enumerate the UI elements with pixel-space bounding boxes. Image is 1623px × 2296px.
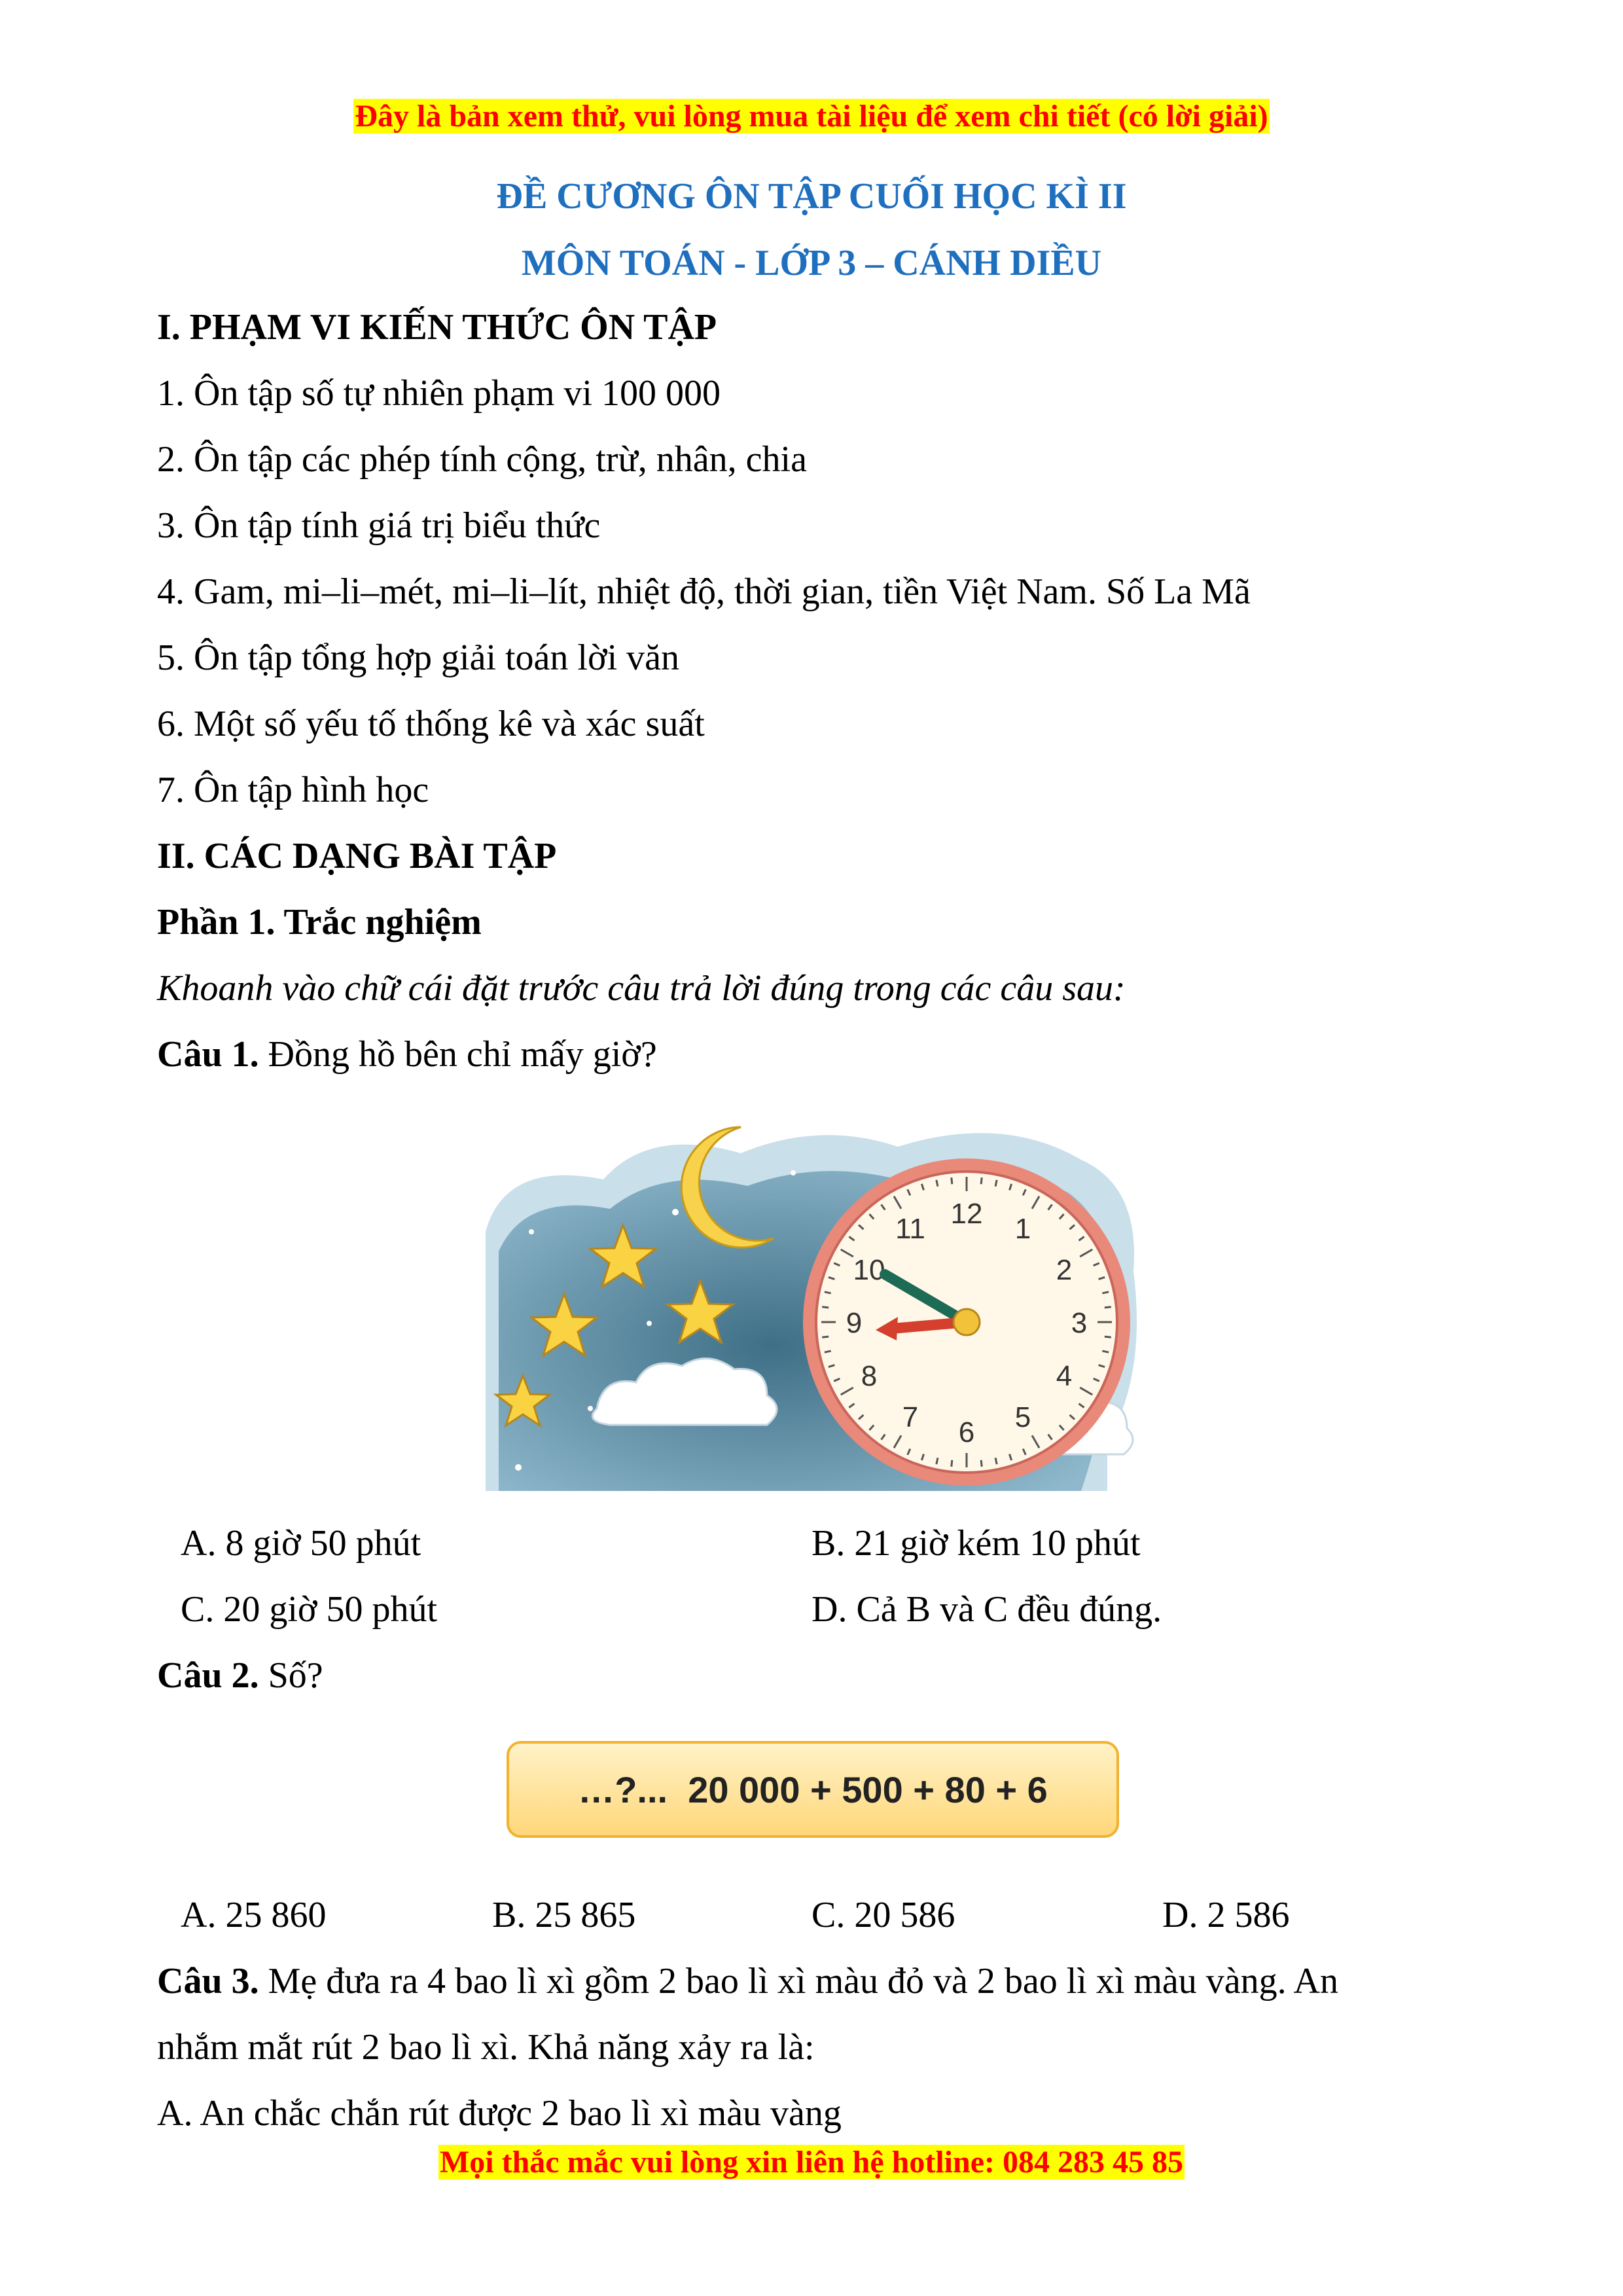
- answer-option[interactable]: B. 21 giờ kém 10 phút: [812, 1523, 1141, 1564]
- question-label: Câu 1.: [157, 1034, 259, 1075]
- clock-numeral: 9: [846, 1307, 863, 1339]
- clock-tick: [995, 1458, 997, 1464]
- clock-numeral: 11: [895, 1213, 925, 1245]
- topic-item: 1. Ôn tập số tự nhiên phạm vi 100 000: [157, 373, 721, 414]
- clock-tick: [822, 1336, 829, 1337]
- clock-tick: [981, 1460, 982, 1467]
- section1-heading: I. PHẠM VI KIẾN THỨC ÔN TẬP: [157, 307, 717, 348]
- question-1: [157, 1033, 657, 1075]
- answer-option[interactable]: D. Cả B và C đều đúng.: [812, 1589, 1162, 1630]
- clock-tick: [825, 1292, 831, 1293]
- equation-text: …?... 20 000 + 500 + 80 + 6: [578, 1768, 1048, 1810]
- hotline-banner-text: Mọi thắc mắc vui lòng xin liên hệ hotline: 084 283 45 85: [439, 2145, 1183, 2179]
- answer-option[interactable]: C. 20 giờ 50 phút: [181, 1589, 438, 1630]
- clock-tick: [822, 1307, 829, 1308]
- clock-numeral: 4: [1056, 1360, 1073, 1392]
- question-3: [157, 1960, 1338, 2002]
- clock-tick: [936, 1458, 938, 1464]
- answer-option[interactable]: A. An chắc chắn rút được 2 bao lì xì màu vàng: [157, 2093, 842, 2134]
- instruction-text: Khoanh vào chữ cái đặt trước câu trả lời đúng trong các câu sau:: [157, 968, 1126, 1009]
- answer-option[interactable]: A. 25 860: [181, 1895, 327, 1935]
- clock-tick: [1105, 1336, 1111, 1337]
- clock-numeral: 7: [902, 1401, 919, 1433]
- question-label: Câu 2.: [157, 1655, 259, 1696]
- clock-tick: [1102, 1351, 1109, 1352]
- answer-option[interactable]: B. 25 865: [492, 1895, 636, 1935]
- section2-heading: II. CÁC DẠNG BÀI TẬP: [157, 836, 557, 876]
- question-text: Mẹ đưa ra 4 bao lì xì gồm 2 bao lì xì màu đỏ và 2 bao lì xì màu vàng. An: [259, 1961, 1338, 2001]
- question-label: Câu 3.: [157, 1961, 259, 2001]
- question-2: [157, 1655, 323, 1696]
- question-3-continued: nhắm mắt rút 2 bao lì xì. Khả năng xảy ra là:: [157, 2027, 815, 2068]
- equation-box: [507, 1741, 1119, 1838]
- topic-item: 6. Một số yếu tố thống kê và xác suất: [157, 704, 705, 744]
- clock-numeral: 6: [958, 1416, 975, 1448]
- clock-illustration: [479, 1101, 1149, 1491]
- topic-item: 7. Ôn tập hình học: [157, 770, 429, 810]
- question-text: Số?: [259, 1655, 323, 1696]
- answer-option[interactable]: A. 8 giờ 50 phút: [181, 1523, 421, 1564]
- document-subtitle: MÔN TOÁN - LỚP 3 – CÁNH DIỀU: [521, 243, 1102, 283]
- topic-item: 5. Ôn tập tổng hợp giải toán lời văn: [157, 637, 679, 678]
- document-title: ĐỀ CƯƠNG ÔN TẬP CUỐI HỌC KÌ II: [496, 176, 1127, 217]
- clock-numeral: 1: [1014, 1213, 1031, 1245]
- preview-banner: [0, 98, 1623, 134]
- answer-option[interactable]: D. 2 586: [1162, 1895, 1290, 1935]
- clock-face: [803, 1158, 1130, 1486]
- clock-numeral: 3: [1071, 1307, 1088, 1339]
- clock-tick: [995, 1180, 997, 1187]
- part1-heading: Phần 1. Trắc nghiệm: [157, 902, 482, 942]
- topic-item: 4. Gam, mi–li–mét, mi–li–lít, nhiệt độ, thời gian, tiền Việt Nam. Số La Mã: [157, 571, 1251, 612]
- hotline-banner: [0, 2144, 1623, 2180]
- clock-numeral: 10: [853, 1254, 885, 1286]
- clock-tick: [981, 1177, 982, 1184]
- clock-numeral: 12: [950, 1198, 983, 1230]
- topic-item: 2. Ôn tập các phép tính cộng, trừ, nhân, chia: [157, 439, 807, 480]
- clock-tick: [1105, 1307, 1111, 1308]
- answer-option[interactable]: C. 20 586: [812, 1895, 955, 1935]
- clock-tick: [825, 1351, 831, 1352]
- question-text: Đồng hồ bên chỉ mấy giờ?: [259, 1034, 657, 1075]
- clock-center: [954, 1309, 980, 1335]
- topic-item: 3. Ôn tập tính giá trị biểu thức: [157, 505, 601, 546]
- clock-numeral: 5: [1014, 1401, 1031, 1433]
- clock-tick: [936, 1180, 938, 1187]
- preview-banner-text: Đây là bản xem thử, vui lòng mua tài liệu để xem chi tiết (có lời giải): [355, 99, 1268, 134]
- clock-tick: [1102, 1292, 1109, 1293]
- clock-numeral: 2: [1056, 1254, 1073, 1286]
- clock-numeral: 8: [861, 1360, 878, 1392]
